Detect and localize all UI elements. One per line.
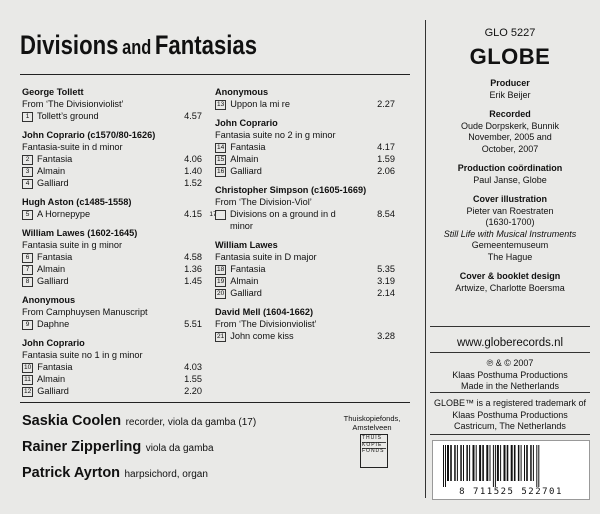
copyright-line-1: ℗ & © 2007 (486, 358, 534, 368)
album-title (20, 30, 257, 61)
track-duration: 3.19 (377, 276, 395, 286)
composer-section (209, 184, 395, 232)
performer-name: Patrick Ayrton (22, 465, 121, 481)
barcode-bar (450, 445, 452, 481)
track-row (22, 385, 202, 397)
track-duration: 4.57 (184, 111, 202, 121)
barcode-bar (495, 445, 496, 487)
track-duration: 5.35 (377, 264, 395, 274)
website-link[interactable]: www.globerecords.nl (456, 337, 564, 349)
track-row (22, 361, 202, 373)
track-title: Almain (230, 154, 259, 164)
track-row (215, 330, 395, 342)
credit-value: Paul Janse, Globe (473, 174, 547, 185)
composer-section (22, 196, 202, 220)
track-number: 7 (22, 265, 33, 275)
track-row (22, 275, 202, 287)
composer-section (22, 86, 202, 122)
artwork-title: Still Life with Musical Instruments (443, 228, 577, 239)
barcode-bar (473, 445, 475, 481)
track-title: Almain (37, 374, 66, 384)
trademark-block (430, 398, 590, 433)
performer (22, 412, 256, 430)
performer-instruments: viola da gamba (145, 443, 214, 454)
composer-name: William Lawes (215, 240, 278, 250)
track-duration: 2.06 (377, 166, 395, 176)
credit-value: Erik Beijer (489, 89, 531, 100)
track-duration: 4.58 (184, 252, 202, 262)
credit-value: Pieter van Roestraten (466, 205, 554, 216)
performer-instruments: harpsichord, organ (124, 469, 208, 480)
credit-label: Cover & booklet design (459, 271, 561, 281)
composer-name: William Lawes (1602-1645) (22, 228, 138, 238)
track-duration: 2.27 (377, 99, 395, 109)
credit-label: Recorded (489, 109, 531, 119)
barcode-bar (460, 445, 462, 481)
work-subtitle: From ‘The Division-Viol’ (215, 197, 312, 207)
track-duration: 4.17 (377, 142, 395, 152)
barcode-bar (533, 445, 534, 481)
performer-instruments: recorder, viola da gamba (17) (125, 417, 257, 428)
composer-name: Anonymous (215, 87, 269, 97)
work-subtitle: Fantasia suite in D major (215, 252, 317, 262)
track-title: Almain (37, 166, 66, 176)
composer-name: David Mell (1604-1662) (215, 307, 314, 317)
track-duration: 1.36 (184, 264, 202, 274)
track-row (22, 177, 202, 189)
track-title: Fantasia (230, 142, 266, 152)
composer-section (22, 337, 202, 397)
composer-section (215, 86, 395, 110)
performer (22, 438, 256, 456)
trademark-line-3: Castricum, The Netherlands (454, 421, 566, 431)
copyright-line-3: Made in the Netherlands (460, 381, 560, 391)
barcode-bar (511, 445, 513, 481)
barcode-bar (486, 445, 488, 481)
fonds-credit (334, 414, 410, 432)
work-subtitle: Fantasia suite in g minor (22, 240, 123, 250)
title-conjunction: and (122, 37, 152, 59)
track-number: 2 (22, 155, 33, 165)
barcode-digits: 8 711525 522701 (459, 487, 563, 497)
track-title: Tollett’s ground (37, 111, 99, 121)
barcode-bar (497, 445, 499, 481)
tracklist-right-column (209, 86, 395, 349)
catalog-number: GLO 5227 (484, 27, 536, 39)
composer-name: George Tollett (22, 87, 84, 97)
globe-logo: GLOBE (469, 44, 551, 69)
barcode-bar (518, 445, 520, 481)
fonds-logo-line-2: KOPIE (362, 443, 386, 450)
title-word-2: Fantasias (154, 30, 258, 60)
right-divider-2 (430, 352, 590, 353)
track-row (22, 153, 202, 165)
track-row (22, 263, 202, 275)
performer-name: Saskia Coolen (22, 413, 122, 429)
track-duration: 8.54 (377, 209, 395, 219)
track-duration: 4.15 (184, 209, 202, 219)
barcode-bar (507, 445, 509, 481)
track-number: 18 (217, 266, 225, 273)
barcode-bar (504, 445, 506, 481)
barcode-bar (521, 445, 522, 481)
track-title: Galliard (37, 386, 69, 396)
barcode-bar (482, 445, 484, 481)
track-duration: 1.55 (184, 374, 202, 384)
fonds-line-2: Amstelveen (352, 423, 392, 432)
barcode-bar (447, 445, 449, 481)
barcode-bar (490, 445, 491, 481)
barcode-bar (443, 445, 444, 487)
track-title: Fantasia (37, 252, 73, 262)
trademark-line-2: Klaas Posthuma Productions (452, 409, 568, 420)
credit-item (430, 194, 590, 263)
barcode-bar (526, 445, 528, 481)
barcode-bar (536, 445, 537, 487)
barcode-bar (466, 445, 468, 481)
credit-item (430, 163, 590, 186)
track-number: 16 (217, 168, 225, 175)
credit-value: Oude Dorpskerk, Bunnik (460, 120, 560, 131)
composer-name: Hugh Aston (c1485-1558) (22, 197, 132, 207)
performers-list (22, 412, 256, 490)
barcode-bar (500, 445, 501, 481)
composer-section (22, 294, 202, 330)
bottom-divider (20, 402, 410, 403)
track-number: 11 (22, 375, 33, 385)
barcode-bar (530, 445, 532, 481)
track-title: Divisions on a ground in d minor (230, 209, 336, 231)
track-duration: 4.03 (184, 362, 202, 372)
track-number: 5 (22, 210, 33, 220)
track-title: Daphne (37, 319, 70, 329)
credit-label: Production coördination (457, 163, 563, 173)
track-number: 9 (22, 320, 33, 330)
track-duration: 4.06 (184, 154, 202, 164)
composer-section (215, 117, 395, 177)
credit-label: Producer (490, 78, 530, 88)
track-title: A Hornepype (37, 209, 91, 219)
composer-name: John Coprario (c1570/80-1626) (22, 130, 156, 140)
track-number: 15 (217, 156, 225, 163)
track-title: Fantasia (230, 264, 266, 274)
track-title: Fantasia (37, 154, 73, 164)
track-number: 1 (22, 112, 33, 122)
track-number: 14 (217, 144, 225, 151)
track-row (22, 251, 202, 263)
credits-block (430, 78, 590, 302)
composer-section (22, 227, 202, 287)
track-row (215, 98, 395, 110)
work-subtitle: Fantasia suite no 1 in g minor (22, 350, 143, 360)
right-divider-1 (430, 326, 590, 327)
copyright-line-2: Klaas Posthuma Productions (452, 369, 568, 380)
track-title: John come kiss (230, 331, 294, 341)
track-duration: 3.28 (377, 331, 395, 341)
track-duration: 2.14 (377, 288, 395, 298)
track-duration: 1.40 (184, 166, 202, 176)
track-number: 20 (217, 290, 225, 297)
barcode-bar (476, 445, 477, 481)
track-title: Almain (37, 264, 66, 274)
track-row (209, 208, 395, 232)
credit-label: Cover illustration (472, 194, 547, 204)
barcode-bar (469, 445, 470, 481)
track-number: 6 (22, 253, 33, 263)
thuiskopie-fonds-logo (360, 434, 388, 468)
barcode-bar (457, 445, 458, 481)
work-subtitle: Fantasia suite no 2 in g minor (215, 130, 336, 140)
track-row (22, 208, 202, 220)
work-subtitle: From ‘The Divisionviolist’ (22, 99, 124, 109)
track-row (22, 373, 202, 385)
track-duration: 1.45 (184, 276, 202, 286)
composer-section (22, 129, 202, 189)
credit-value: Gemeentemuseum (471, 240, 549, 250)
right-divider-3 (430, 392, 590, 393)
right-divider-4 (430, 434, 590, 435)
composer-section (215, 239, 395, 299)
credit-value: October, 2007 (481, 143, 539, 154)
work-subtitle: From Camphuysen Manuscript (22, 307, 148, 317)
barcode (432, 440, 590, 500)
track-number: 21 (217, 333, 225, 340)
barcode-bar (479, 445, 481, 481)
track-number: 3 (22, 167, 33, 177)
credit-value: The Hague (487, 251, 533, 262)
credit-value: (1630-1700) (485, 217, 535, 227)
credit-item (430, 78, 590, 101)
track-title: Galliard (230, 288, 262, 298)
track-row (22, 318, 202, 330)
performer (22, 464, 256, 482)
composer-name: Christopher Simpson (c1605-1669) (215, 185, 367, 195)
composer-section (215, 306, 395, 342)
track-number: 10 (24, 364, 32, 371)
fonds-logo-line-1: THUIS (362, 436, 386, 443)
barcode-bar (454, 445, 456, 481)
track-number: 12 (24, 388, 32, 395)
track-title: Galliard (37, 276, 69, 286)
track-number: 17 (215, 210, 226, 220)
credit-item (430, 271, 590, 294)
track-title: Uppon la mi re (230, 99, 290, 109)
track-number: 8 (22, 277, 33, 287)
track-row (215, 287, 395, 299)
track-title: Fantasia (37, 362, 73, 372)
barcode-bar (463, 445, 464, 481)
track-duration: 2.20 (184, 386, 202, 396)
track-row (215, 275, 395, 287)
trademark-line-1: GLOBE™ is a registered trademark of (433, 398, 587, 408)
composer-name: John Coprario (22, 338, 85, 348)
work-subtitle: Fantasia-suite in d minor (22, 142, 123, 152)
vertical-divider (425, 20, 426, 498)
track-row (215, 141, 395, 153)
track-duration: 5.51 (184, 319, 202, 329)
tracklist-left-column (22, 86, 202, 404)
composer-name: Anonymous (22, 295, 76, 305)
track-row (22, 165, 202, 177)
copyright-block (430, 358, 590, 393)
barcode-bar (493, 445, 494, 487)
track-number: 13 (217, 101, 225, 108)
track-row (215, 263, 395, 275)
barcode-bars (439, 445, 583, 487)
composer-name: John Coprario (215, 118, 278, 128)
fonds-line-1: Thuiskopiefonds, (343, 414, 401, 423)
track-title: Galliard (37, 178, 69, 188)
barcode-bar (514, 445, 516, 481)
track-row (215, 165, 395, 177)
track-title: Galliard (230, 166, 262, 176)
track-number: 4 (22, 179, 33, 189)
barcode-bar (538, 445, 539, 487)
performer-name: Rainer Zipperling (22, 439, 142, 455)
credit-value: November, 2005 and (468, 132, 552, 142)
top-divider (20, 74, 410, 75)
barcode-bar (445, 445, 446, 487)
work-subtitle: From ‘The Divisionviolist’ (215, 319, 317, 329)
track-title: Almain (230, 276, 259, 286)
barcode-bar (524, 445, 525, 481)
fonds-logo-line-3: FONDS (362, 448, 385, 454)
track-duration: 1.59 (377, 154, 395, 164)
track-row (215, 153, 395, 165)
track-row (22, 110, 202, 122)
credit-value: Artwize, Charlotte Boersma (455, 282, 565, 293)
credit-item (430, 109, 590, 155)
title-word-1: Divisions (20, 30, 119, 60)
track-number: 19 (217, 278, 225, 285)
track-duration: 1.52 (184, 178, 202, 188)
